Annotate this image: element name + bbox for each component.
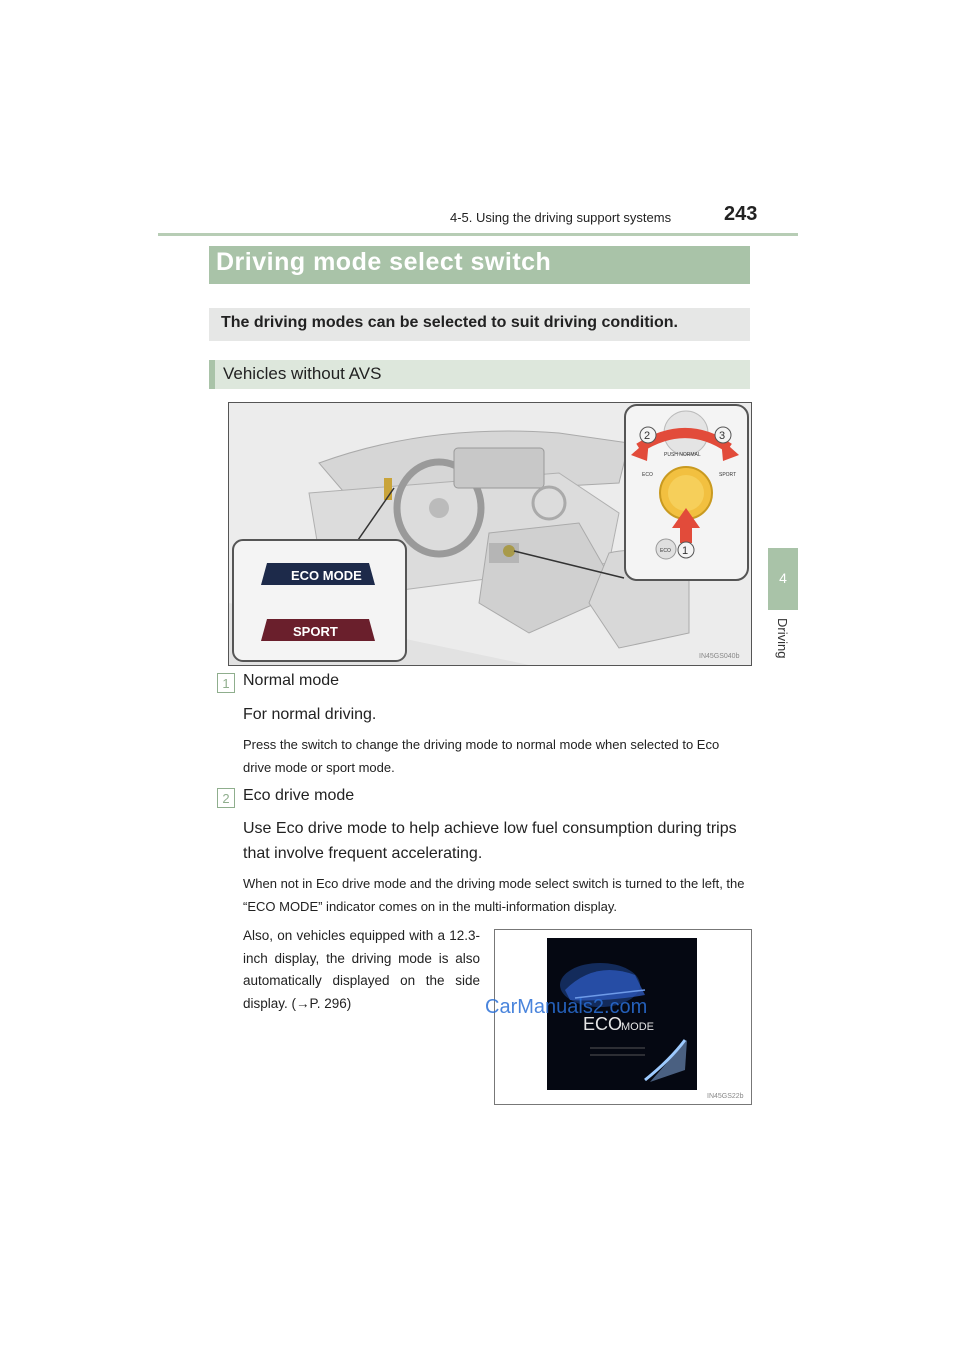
subheading: Vehicles without AVS [223,364,382,383]
item-number-badge: 1 [217,673,235,693]
item-note-normal-mode: Press the switch to change the driving mode to normal mode when selected to Eco drive mode or sport mode. [243,737,720,775]
callout-1: 1 [682,545,689,557]
callout-2: 2 [644,430,651,442]
item-title-normal-mode: Normal mode [243,672,340,689]
eco-display-mode: MODE [621,1021,654,1033]
dashboard-illustration [228,402,752,666]
intro-text: The driving modes can be selected to suit driving condition. [221,314,678,331]
eco-display-eco: ECO [583,1014,623,1034]
side-display-note: Also, on vehicles equipped with a 12.3-inch display, the driving mode is also automatically displayed on the side display. (→P. 296) [243,928,480,1011]
dial-label-sport: SPORT [719,472,737,478]
header-section-title: 4-5. Using the driving support systems [450,210,672,225]
page-number: 243 [724,203,758,225]
chapter-tab-label: Driving [775,618,790,659]
eco-mode-label-main: ECO MODE [291,568,362,583]
item-body-eco-drive-mode: Use Eco drive mode to help achieve low fuel consumption during trips that involve frequent accelerating. [243,820,737,862]
item-title-eco-drive-mode: Eco drive mode [243,787,355,804]
subheading-accent [209,360,215,389]
page-title: Driving mode select switch [216,248,552,276]
figure2-code: IN45GS22b [707,1093,744,1100]
watermark-logo: CarManuals2.com [485,996,648,1018]
item-body-normal-mode: For normal driving. [243,706,377,723]
dashboard-drawing [229,403,751,665]
callout-3: 3 [719,430,726,442]
header-divider [158,233,798,236]
sport-mode-label: SPORT [293,624,338,639]
chapter-tab-number: 4 [779,570,787,586]
item-note-eco-drive-mode: When not in Eco drive mode and the driving mode select switch is turned to the left, the “ECO MODE” indicator comes on in the multi-information display. [243,876,745,914]
dial-label-push-normal: PUSH NORMAL [664,452,701,458]
dial-label-eco-button: ECO [660,548,671,554]
dial-label-eco: ECO [642,472,653,478]
item-number-badge: 2 [217,788,235,808]
figure-code: IN45GS040b [699,653,740,660]
